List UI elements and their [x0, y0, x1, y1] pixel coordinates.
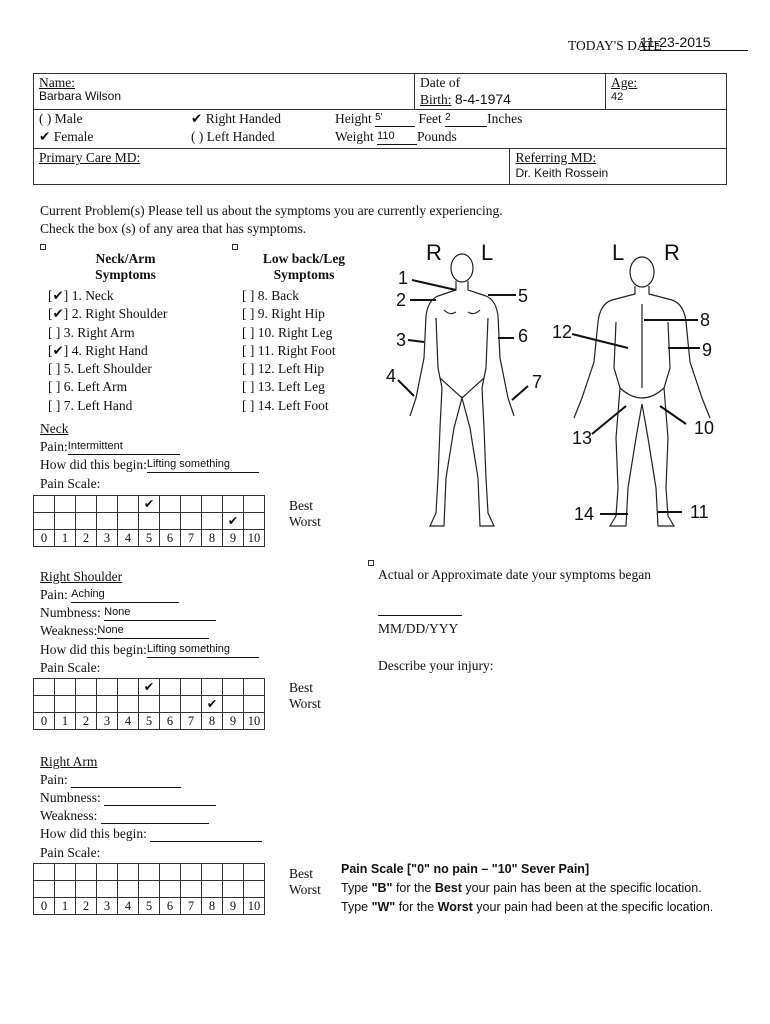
scale-cell[interactable] — [606, 74, 727, 110]
scale-number: 1 — [55, 530, 76, 547]
height-row — [335, 111, 522, 127]
bullet-marker — [232, 244, 238, 250]
feet-label: Feet — [418, 111, 442, 126]
neck-worst-row — [34, 513, 265, 530]
neck-pain-field[interactable]: Intermittent — [68, 440, 180, 455]
shoulder-pain-label: Pain: — [40, 587, 68, 602]
scale-number: 3 — [97, 530, 118, 547]
symptom-checkbox[interactable]: [ ] — [242, 324, 255, 340]
scale-cell[interactable] — [244, 496, 265, 513]
shoulder-pain-field[interactable]: Aching — [71, 588, 179, 603]
symptom-checkbox[interactable]: [✔] — [48, 306, 69, 322]
diagram-label-14: 14 — [574, 504, 595, 524]
scale-number: 4 — [118, 713, 139, 730]
right-handed-label: Right Handed — [205, 111, 282, 126]
diagram-label-11: 11 — [690, 502, 709, 522]
diagram-label-10: 10 — [694, 418, 715, 438]
arm-begin-field[interactable] — [150, 827, 262, 842]
scale-number: 4 — [118, 530, 139, 547]
arm-best-row — [34, 864, 265, 881]
scale-cell[interactable] — [510, 149, 727, 185]
scale-number: 6 — [160, 898, 181, 915]
front-right-side-label: R — [426, 240, 442, 265]
scale-cell[interactable] — [160, 696, 181, 713]
symptom-checkbox[interactable]: [ ] — [48, 397, 61, 413]
shoulder-best-label: Best — [289, 680, 314, 695]
scale-number: 6 — [160, 530, 181, 547]
neck-pain-row — [40, 439, 180, 455]
shoulder-numb-row — [40, 605, 216, 621]
scale-number: 7 — [181, 898, 202, 915]
legend-text: for the — [395, 900, 438, 914]
scale-cell[interactable] — [34, 149, 510, 185]
arm-numb-label: Numbness: — [40, 790, 101, 805]
symptom-checkbox[interactable]: [ ] — [48, 361, 61, 377]
scale-cell[interactable] — [76, 696, 97, 713]
bullet-marker — [368, 560, 374, 566]
scale-number: 6 — [160, 713, 181, 730]
diagram-label-6: 6 — [518, 326, 529, 346]
shoulder-begin-row — [40, 642, 259, 658]
scale-number: 10 — [244, 898, 265, 915]
shoulder-numb-field[interactable]: None — [104, 606, 216, 621]
scale-cell[interactable] — [202, 679, 223, 696]
weight-row — [335, 129, 457, 145]
scale-number: 2 — [76, 530, 97, 547]
female-option[interactable] — [39, 129, 93, 145]
arm-scale-numbers — [34, 898, 265, 915]
dob-label-2: Birth: — [420, 92, 452, 107]
symptom-label: 4. Right Hand — [71, 342, 148, 358]
symptom-checkbox[interactable]: [ ] — [242, 306, 255, 322]
scale-number: 9 — [223, 898, 244, 915]
right-handed-check-icon: ✔ — [191, 111, 203, 126]
symptom-item[interactable] — [242, 324, 336, 342]
neck-arm-title — [88, 251, 163, 283]
intro-line-1: Current Problem(s) Please tell us about the symptoms you are currently experiencing. — [40, 203, 503, 218]
scale-cell[interactable] — [202, 513, 223, 530]
name-value: Barbara Wilson — [39, 89, 122, 103]
symptom-label: 3. Right Arm — [63, 324, 135, 340]
scale-number: 0 — [34, 713, 55, 730]
scale-cell[interactable] — [34, 864, 55, 881]
shoulder-scale-label: Pain Scale: — [40, 660, 101, 675]
low-back-title — [252, 251, 356, 283]
scale-number: 2 — [76, 713, 97, 730]
scale-cell[interactable] — [118, 679, 139, 696]
diagram-label-1: 1 — [398, 268, 409, 288]
scale-cell[interactable] — [97, 864, 118, 881]
neck-pain-scale — [33, 495, 265, 547]
arm-pain-field[interactable] — [71, 773, 181, 788]
scale-check-icon[interactable]: ✔ — [139, 679, 160, 696]
symptom-checkbox[interactable]: [ ] — [242, 361, 255, 377]
scale-cell[interactable] — [34, 74, 415, 110]
legend-text: Type — [341, 881, 372, 895]
referring-md-label: Referring MD: — [515, 150, 597, 165]
arm-worst-row — [34, 881, 265, 898]
arm-numb-field[interactable] — [104, 791, 216, 806]
neck-best-row — [34, 496, 265, 513]
scale-number: 7 — [181, 530, 202, 547]
scale-check-icon[interactable]: ✔ — [223, 513, 244, 530]
symptom-checkbox[interactable]: [ ] — [242, 342, 255, 358]
scale-cell[interactable] — [76, 864, 97, 881]
pounds-label: Pounds — [417, 129, 457, 144]
scale-cell[interactable] — [118, 513, 139, 530]
back-left-side-label: L — [612, 240, 625, 265]
dob-label-1: Date of — [420, 75, 461, 90]
shoulder-pain-scale — [33, 678, 265, 730]
diagram-label-8: 8 — [700, 310, 711, 330]
neck-arm-list — [48, 287, 167, 415]
symptom-label: 11. Right Foot — [257, 342, 336, 358]
symptom-label: 8. Back — [257, 288, 299, 303]
scale-cell[interactable] — [181, 696, 202, 713]
body-diagram — [380, 238, 740, 538]
scale-cell[interactable] — [55, 679, 76, 696]
legend-best-line — [341, 879, 713, 898]
primary-care-label: Primary Care MD: — [39, 150, 141, 165]
scale-cell[interactable] — [76, 496, 97, 513]
arm-begin-row — [40, 826, 262, 842]
scale-number: 1 — [55, 713, 76, 730]
symptom-label: 10. Right Leg — [257, 324, 333, 340]
scale-cell[interactable] — [244, 696, 265, 713]
scale-cell[interactable] — [223, 496, 244, 513]
back-body-outline — [574, 257, 713, 526]
todays-date-label: TODAY'S DATE — [568, 38, 662, 53]
shoulder-weak-field[interactable]: None — [97, 624, 209, 639]
weight-field[interactable]: 110 — [377, 130, 417, 145]
legend-key: "B" — [371, 881, 393, 895]
neck-pain-label: Pain: — [40, 439, 68, 454]
arm-section-title: Right Arm — [40, 754, 98, 769]
arm-pain-row — [40, 772, 181, 788]
scale-cell[interactable] — [415, 74, 606, 110]
symptom-item[interactable] — [48, 360, 167, 378]
scale-cell[interactable] — [223, 679, 244, 696]
scale-cell[interactable] — [55, 696, 76, 713]
referring-md-value: Dr. Keith Rossein — [515, 166, 609, 180]
scale-number: 3 — [97, 713, 118, 730]
symptom-label: 2. Right Shoulder — [71, 306, 168, 322]
legend-text: your pain has been at the specific location. — [461, 881, 702, 895]
scale-cell[interactable] — [202, 496, 223, 513]
shoulder-numb-label: Numbness: — [40, 605, 101, 620]
dob-value: 8-4-1974 — [454, 91, 511, 107]
symptom-checkbox[interactable]: [ ] — [242, 288, 255, 303]
legend-key: Worst — [437, 900, 473, 914]
scale-cell[interactable] — [97, 496, 118, 513]
legend-key: Best — [434, 881, 462, 895]
scale-cell[interactable] — [76, 679, 97, 696]
shoulder-begin-label: How did this begin: — [40, 642, 147, 657]
symptom-date-label: Actual or Approximate date your symptoms began — [378, 567, 651, 582]
scale-cell[interactable] — [118, 496, 139, 513]
symptom-item[interactable] — [242, 378, 336, 396]
shoulder-best-row — [34, 679, 265, 696]
diagram-label-3: 3 — [396, 330, 407, 350]
arm-begin-label: How did this begin: — [40, 826, 147, 841]
symptom-checkbox[interactable]: [✔] — [48, 288, 69, 303]
left-handed-option[interactable]: ( ) Left Handed — [191, 129, 275, 144]
scale-cell[interactable] — [223, 696, 244, 713]
scale-cell[interactable] — [244, 679, 265, 696]
height-inches-field[interactable]: 2 — [445, 112, 487, 127]
arm-scale-label: Pain Scale: — [40, 845, 101, 860]
scale-number: 4 — [118, 898, 139, 915]
scale-cell[interactable] — [76, 513, 97, 530]
arm-worst-label: Worst — [289, 882, 321, 897]
arm-numb-row — [40, 790, 216, 806]
neck-scale-numbers — [34, 530, 265, 547]
scale-number: 5 — [139, 713, 160, 730]
scale-cell[interactable] — [55, 864, 76, 881]
scale-cell[interactable] — [118, 696, 139, 713]
scale-number: 1 — [55, 898, 76, 915]
scale-cell[interactable] — [244, 864, 265, 881]
symptom-item[interactable] — [48, 378, 167, 396]
arm-best-label: Best — [289, 866, 314, 881]
scale-check-icon[interactable]: ✔ — [202, 696, 223, 713]
patient-info-table — [33, 73, 727, 185]
symptom-item[interactable] — [48, 342, 167, 360]
legend-key: "W" — [371, 900, 396, 914]
scale-cell[interactable] — [202, 881, 223, 898]
scale-cell[interactable] — [181, 513, 202, 530]
female-check-icon: ✔ — [39, 129, 51, 144]
scale-cell[interactable] — [160, 679, 181, 696]
age-value: 42 — [611, 91, 624, 103]
low-back-list — [242, 287, 336, 415]
height-label: Height — [335, 111, 372, 126]
scale-check-icon[interactable]: ✔ — [139, 496, 160, 513]
scale-cell[interactable] — [244, 513, 265, 530]
scale-number: 8 — [202, 713, 223, 730]
diagram-label-7: 7 — [532, 372, 543, 392]
scale-number: 8 — [202, 898, 223, 915]
diagram-label-12: 12 — [552, 322, 573, 342]
weight-label: Weight — [335, 129, 374, 144]
scale-cell[interactable] — [181, 881, 202, 898]
describe-injury-label: Describe your injury: — [378, 658, 494, 673]
shoulder-worst-row — [34, 696, 265, 713]
scale-number: 7 — [181, 713, 202, 730]
symptom-item[interactable] — [242, 360, 336, 378]
scale-cell[interactable] — [97, 513, 118, 530]
symptom-item[interactable] — [242, 287, 336, 305]
symptom-date-format: MM/DD/YYY — [378, 621, 459, 636]
diagram-label-9: 9 — [702, 340, 713, 360]
shoulder-weak-row — [40, 623, 209, 639]
scale-cell[interactable] — [244, 881, 265, 898]
symptom-checkbox[interactable]: [ ] — [242, 397, 255, 413]
todays-date-field[interactable]: 11-23-2015 — [640, 34, 748, 51]
neck-begin-row — [40, 457, 259, 473]
scale-cell[interactable] — [97, 696, 118, 713]
scale-cell[interactable] — [34, 513, 55, 530]
scale-number: 10 — [244, 713, 265, 730]
front-left-side-label: L — [481, 240, 494, 265]
scale-number: 5 — [139, 530, 160, 547]
scale-cell[interactable] — [160, 513, 181, 530]
scale-cell[interactable] — [97, 881, 118, 898]
right-handed-option[interactable] — [191, 111, 281, 127]
symptom-label: 13. Left Leg — [257, 379, 325, 395]
shoulder-section-title: Right Shoulder — [40, 569, 123, 584]
legend-text: your pain had been at the specific location. — [472, 900, 714, 914]
shoulder-pain-row — [40, 587, 179, 603]
name-label: Name: — [39, 75, 75, 90]
symptom-item[interactable] — [242, 397, 336, 415]
scale-cell[interactable] — [34, 881, 55, 898]
scale-cell[interactable] — [160, 881, 181, 898]
symptom-date-field[interactable] — [378, 601, 462, 616]
inches-label: Inches — [487, 111, 523, 126]
legend-text: for the — [392, 881, 435, 895]
neck-section-title: Neck — [40, 421, 69, 436]
back-right-side-label: R — [664, 240, 680, 265]
arm-weak-label: Weakness: — [40, 808, 98, 823]
symptom-label: 1. Neck — [71, 288, 114, 303]
symptom-item[interactable] — [48, 305, 167, 323]
legend-title: Pain Scale ["0" no pain – "10" Sever Pain] — [341, 862, 590, 876]
symptom-checkbox[interactable]: [ ] — [242, 379, 255, 395]
scale-number: 0 — [34, 898, 55, 915]
symptom-label: 7. Left Hand — [63, 397, 133, 413]
symptom-checkbox[interactable]: [ ] — [48, 379, 61, 395]
diagram-label-4: 4 — [386, 366, 397, 386]
scale-cell[interactable] — [34, 696, 55, 713]
symptom-checkbox[interactable]: [✔] — [48, 342, 69, 358]
scale-cell[interactable] — [160, 496, 181, 513]
age-label: Age: — [611, 75, 638, 90]
shoulder-scale-numbers — [34, 713, 265, 730]
scale-cell[interactable] — [55, 496, 76, 513]
scale-cell[interactable] — [34, 110, 727, 149]
symptom-item[interactable] — [48, 287, 167, 305]
scale-cell[interactable] — [34, 679, 55, 696]
symptom-label: 9. Right Hip — [257, 306, 325, 322]
shoulder-worst-label: Worst — [289, 696, 321, 711]
diagram-label-13: 13 — [572, 428, 593, 448]
arm-pain-scale — [33, 863, 265, 915]
scale-cell[interactable] — [181, 679, 202, 696]
neck-scale-label: Pain Scale: — [40, 476, 101, 491]
neck-arm-title-2: Symptoms — [95, 267, 156, 282]
scale-cell[interactable] — [223, 864, 244, 881]
low-back-title-1: Low back/Leg — [262, 251, 346, 266]
low-back-title-2: Symptoms — [273, 267, 335, 282]
female-label: Female — [53, 129, 94, 144]
scale-number: 8 — [202, 530, 223, 547]
scale-cell[interactable] — [118, 881, 139, 898]
scale-cell[interactable] — [97, 679, 118, 696]
scale-number: 3 — [97, 898, 118, 915]
scale-cell[interactable] — [160, 864, 181, 881]
scale-number: 2 — [76, 898, 97, 915]
scale-cell[interactable] — [55, 881, 76, 898]
symptom-item[interactable] — [48, 397, 167, 415]
neck-begin-field[interactable]: Lifting something — [147, 458, 259, 473]
scale-cell[interactable] — [139, 881, 160, 898]
symptom-checkbox[interactable]: [ ] — [48, 324, 61, 340]
scale-cell[interactable] — [139, 864, 160, 881]
scale-cell[interactable] — [118, 864, 139, 881]
neck-begin-label: How did this begin: — [40, 457, 147, 472]
shoulder-weak-label: Weakness: — [40, 623, 98, 638]
scale-cell[interactable] — [139, 513, 160, 530]
arm-weak-row — [40, 808, 209, 824]
scale-number: 5 — [139, 898, 160, 915]
diagram-label-2: 2 — [396, 290, 407, 310]
legend-worst-line — [341, 898, 713, 917]
arm-weak-field[interactable] — [101, 809, 209, 824]
pain-scale-legend — [341, 860, 713, 917]
scale-number: 9 — [223, 530, 244, 547]
symptom-item[interactable] — [48, 324, 167, 342]
symptom-label: 6. Left Arm — [63, 379, 128, 395]
diagram-label-5: 5 — [518, 286, 529, 306]
symptom-label: 12. Left Hip — [257, 361, 325, 377]
shoulder-begin-field[interactable]: Lifting something — [147, 643, 259, 658]
arm-pain-label: Pain: — [40, 772, 68, 787]
scale-number: 9 — [223, 713, 244, 730]
scale-cell[interactable] — [139, 696, 160, 713]
scale-number: 0 — [34, 530, 55, 547]
scale-number: 10 — [244, 530, 265, 547]
symptom-label: 5. Left Shoulder — [63, 361, 152, 377]
intro-line-2: Check the box (s) of any area that has symptoms. — [40, 221, 307, 236]
height-feet-field[interactable]: 5' — [375, 112, 415, 127]
scale-cell[interactable] — [55, 513, 76, 530]
scale-cell[interactable] — [181, 864, 202, 881]
neck-best-label: Best — [289, 498, 314, 513]
scale-cell[interactable] — [34, 496, 55, 513]
neck-worst-label: Worst — [289, 514, 321, 529]
legend-text: Type — [341, 900, 372, 914]
bullet-marker — [40, 244, 46, 250]
scale-cell[interactable] — [223, 881, 244, 898]
male-option[interactable]: ( ) Male — [39, 111, 83, 126]
symptom-item[interactable] — [242, 305, 336, 323]
neck-arm-title-1: Neck/Arm — [95, 251, 156, 266]
scale-cell[interactable] — [181, 496, 202, 513]
scale-cell[interactable] — [76, 881, 97, 898]
symptom-item[interactable] — [242, 342, 336, 360]
scale-cell[interactable] — [202, 864, 223, 881]
symptom-label: 14. Left Foot — [257, 397, 329, 413]
